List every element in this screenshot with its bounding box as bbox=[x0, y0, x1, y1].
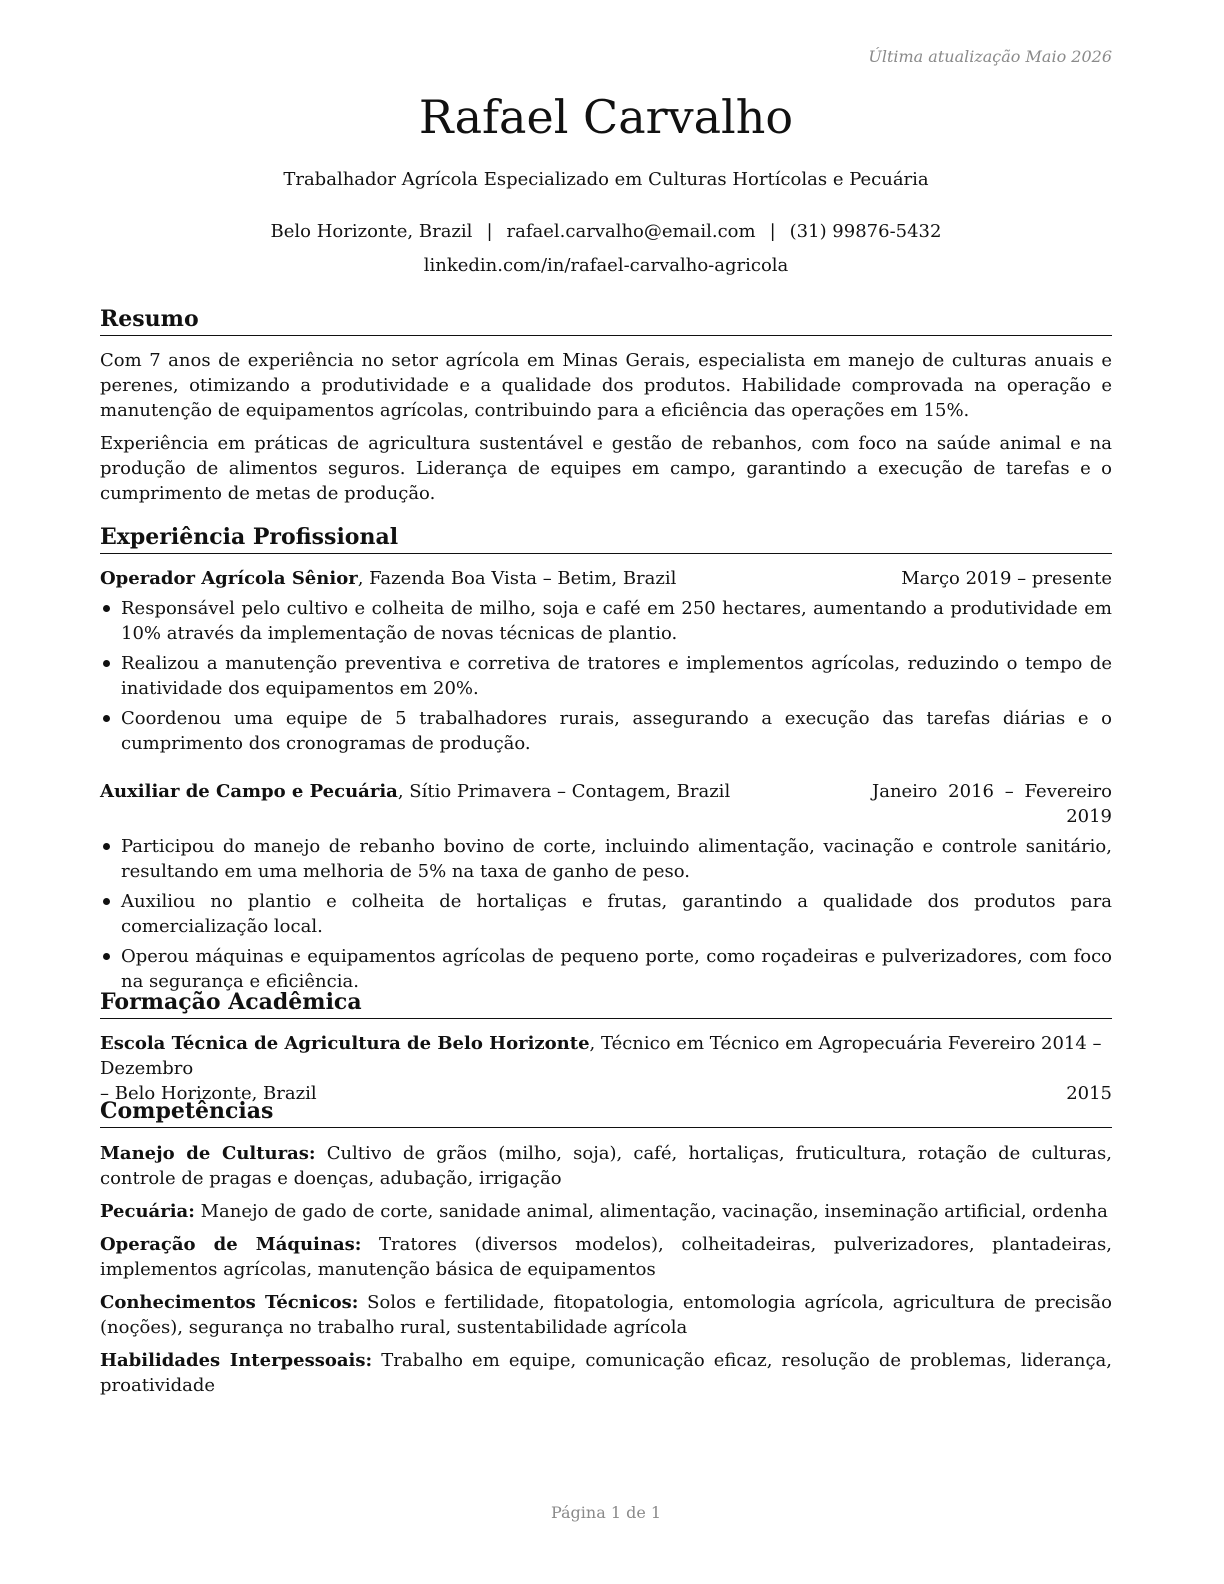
separator: | bbox=[486, 221, 493, 242]
section-title-education: Formação Acadêmica bbox=[100, 988, 1112, 1019]
job-org: , Sítio Primavera – Contagem, Brazil bbox=[397, 781, 731, 802]
list-item: Auxiliou no plantio e colheita de hortaliças e frutas, garantindo a qualidade dos produtos para comercialização local. bbox=[100, 889, 1112, 939]
skill-label: Manejo de Culturas: bbox=[100, 1143, 316, 1164]
phone: (31) 99876-5432 bbox=[789, 221, 942, 242]
education-line bbox=[100, 1031, 1112, 1081]
summary-paragraph: Com 7 anos de experiência no setor agrícola em Minas Gerais, especialista em manejo de culturas anuais e perenes, otimizando a produtividade e a qualidade dos produtos. Habilidade comprovada na operação e manutenção de equipamentos agrícolas, contribuindo para a eficiência das operações em 15%. bbox=[100, 350, 1112, 421]
job-title-line bbox=[100, 566, 676, 591]
skill-text: Manejo de gado de corte, sanidade animal, alimentação, vacinação, inseminação artificial, ordenha bbox=[194, 1201, 1108, 1222]
job-bullets bbox=[100, 596, 1112, 756]
job-header bbox=[100, 566, 1112, 591]
separator: | bbox=[769, 221, 776, 242]
school-name: Escola Técnica de Agricultura de Belo Horizonte bbox=[100, 1033, 590, 1054]
skill-text: Solos e fertilidade, fitopatologia, entomologia agrícola, agricultura de precisão (noções), segurança no trabalho rural, sustentabilidade agrícola bbox=[100, 1292, 1112, 1338]
tagline: Trabalhador Agrícola Especializado em Culturas Hortícolas e Pecuária bbox=[283, 169, 929, 190]
degree: , Técnico em Técnico em Agropecuária Fevereiro 2014 – Dezembro bbox=[100, 1033, 1102, 1079]
skill-item bbox=[100, 1141, 1112, 1191]
job-dates: Março 2019 – presente bbox=[901, 568, 1112, 589]
section-title-skills: Competências bbox=[100, 1097, 1112, 1128]
skill-item bbox=[100, 1232, 1112, 1282]
skill-text: Tratores (diversos modelos), colheitadeiras, pulverizadores, plantadeiras, implementos agrícolas, manutenção básica de equipamentos bbox=[100, 1234, 1112, 1280]
skill-item bbox=[100, 1290, 1112, 1340]
job-role: Auxiliar de Campo e Pecuária bbox=[100, 781, 398, 802]
list-item: Realizou a manutenção preventiva e corretiva de tratores e implementos agrícolas, reduzindo o tempo de inatividade dos equipamentos em 20%. bbox=[100, 651, 1112, 701]
education-end-year: 2015 bbox=[1066, 1083, 1112, 1104]
candidate-name: Rafael Carvalho bbox=[418, 90, 794, 144]
resume-page bbox=[100, 0, 1112, 1584]
list-item: Operou máquinas e equipamentos agrícolas de pequeno porte, como roçadeiras e pulverizadores, com foco na segurança e eficiência. bbox=[100, 944, 1112, 994]
skill-text: Cultivo de grãos (milho, soja), café, hortaliças, fruticultura, rotação de culturas, controle de pragas e doenças, adubação, irrigação bbox=[100, 1143, 1112, 1189]
education-location: – Belo Horizonte, Brazil bbox=[100, 1083, 317, 1104]
job-entry bbox=[100, 566, 1112, 761]
contact-line bbox=[100, 219, 1112, 244]
location: Belo Horizonte, Brazil bbox=[270, 221, 473, 242]
skills-section bbox=[100, 1141, 1112, 1406]
list-item: Coordenou uma equipe de 5 trabalhadores rurais, assegurando a execução das tarefas diárias e o cumprimento dos cronogramas de produção. bbox=[100, 706, 1112, 756]
summary-paragraph: Experiência em práticas de agricultura sustentável e gestão de rebanhos, com foco na saúde animal e na produção de alimentos seguros. Liderança de equipes em campo, garantindo a execução de tarefas e o cumprimento de metas de produção. bbox=[100, 433, 1112, 504]
email-link[interactable]: rafael.carvalho@email.com bbox=[506, 221, 756, 242]
skill-item bbox=[100, 1199, 1112, 1224]
skill-label: Habilidades Interpessoais: bbox=[100, 1350, 373, 1371]
skill-label: Operação de Máquinas: bbox=[100, 1234, 362, 1255]
summary-section bbox=[100, 348, 1112, 506]
list-item: Participou do manejo de rebanho bovino de corte, incluindo alimentação, vacinação e controle sanitário, resultando em uma melhoria de 5% na taxa de ganho de peso. bbox=[100, 834, 1112, 884]
education-entry bbox=[100, 1031, 1112, 1106]
skill-item bbox=[100, 1348, 1112, 1398]
skill-label: Pecuária: bbox=[100, 1201, 195, 1222]
job-bullets bbox=[100, 834, 1112, 994]
list-item: Responsável pelo cultivo e colheita de milho, soja e café em 250 hectares, aumentando a produtividade em 10% através da implementação de novas técnicas de plantio. bbox=[100, 596, 1112, 646]
section-title-summary: Resumo bbox=[100, 305, 1112, 336]
section-title-experience: Experiência Profissional bbox=[100, 523, 1112, 554]
page-number: Página 1 de 1 bbox=[550, 1503, 662, 1522]
skill-text: Trabalho em equipe, comunicação eficaz, resolução de problemas, liderança, proatividade bbox=[100, 1350, 1113, 1396]
job-org: , Fazenda Boa Vista – Betim, Brazil bbox=[357, 568, 677, 589]
job-title-line bbox=[100, 779, 730, 804]
job-header bbox=[100, 779, 1112, 829]
job-entry bbox=[100, 779, 1112, 999]
last-updated: Última atualização Maio 2026 bbox=[868, 47, 1112, 66]
skill-label: Conhecimentos Técnicos: bbox=[100, 1292, 359, 1313]
job-role: Operador Agrícola Sênior bbox=[100, 568, 358, 589]
job-dates: Janeiro 2016 – Fevereiro 2019 bbox=[872, 781, 1112, 827]
linkedin-link[interactable]: linkedin.com/in/rafael-carvalho-agricola bbox=[423, 255, 789, 276]
